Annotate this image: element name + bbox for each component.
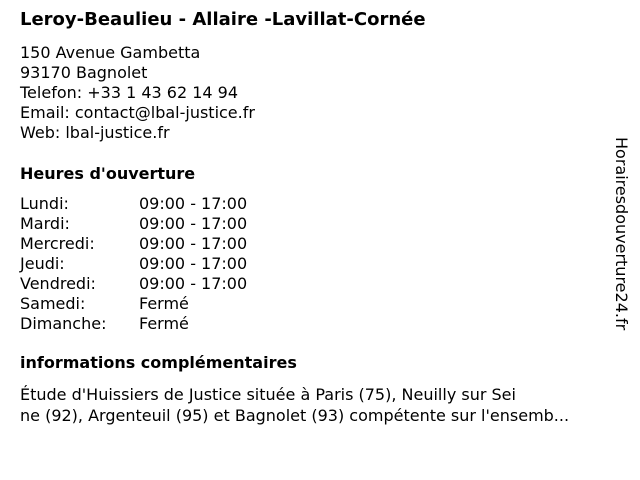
business-name: Leroy-Beaulieu - Allaire -Lavillat-Cornée [20, 9, 426, 30]
hours-row-wednesday [20, 234, 247, 254]
day-label: Lundi: [20, 194, 69, 213]
day-label: Jeudi: [20, 254, 65, 273]
info-line: Étude d'Huissiers de Justice située à Paris (75), Neuilly sur Sei [20, 385, 516, 404]
day-label: Vendredi: [20, 274, 96, 293]
day-label: Samedi: [20, 294, 86, 313]
info-heading: informations complémentaires [20, 353, 297, 372]
day-label: Mercredi: [20, 234, 95, 253]
hours-row-tuesday [20, 214, 247, 234]
contact-block [20, 43, 255, 143]
hours-row-saturday [20, 294, 247, 314]
site-watermark: Horairesdouverture24.fr [612, 137, 631, 331]
day-label: Mardi: [20, 214, 70, 233]
day-hours: Fermé [139, 314, 189, 333]
website-link[interactable]: Web: lbal-justice.fr [20, 123, 170, 142]
day-hours: Fermé [139, 294, 189, 313]
day-hours: 09:00 - 17:00 [139, 214, 248, 233]
day-hours: 09:00 - 17:00 [139, 194, 248, 213]
hours-row-monday [20, 194, 247, 214]
phone-number[interactable]: Telefon: +33 1 43 62 14 94 [20, 83, 239, 102]
opening-hours-table [20, 194, 247, 334]
info-line: ne (92), Argenteuil (95) et Bagnolet (93) compétente sur l'ensemb... [20, 406, 570, 425]
day-hours: 09:00 - 17:00 [139, 274, 248, 293]
hours-row-friday [20, 274, 247, 294]
day-label: Dimanche: [20, 314, 107, 333]
info-description [20, 384, 630, 426]
hours-row-thursday [20, 254, 247, 274]
email-address[interactable]: Email: contact@lbal-justice.fr [20, 103, 255, 122]
hours-heading: Heures d'ouverture [20, 164, 196, 183]
hours-row-sunday [20, 314, 247, 334]
day-hours: 09:00 - 17:00 [139, 234, 248, 253]
day-hours: 09:00 - 17:00 [139, 254, 248, 273]
address-street: 150 Avenue Gambetta [20, 43, 201, 62]
address-city: 93170 Bagnolet [20, 63, 148, 82]
